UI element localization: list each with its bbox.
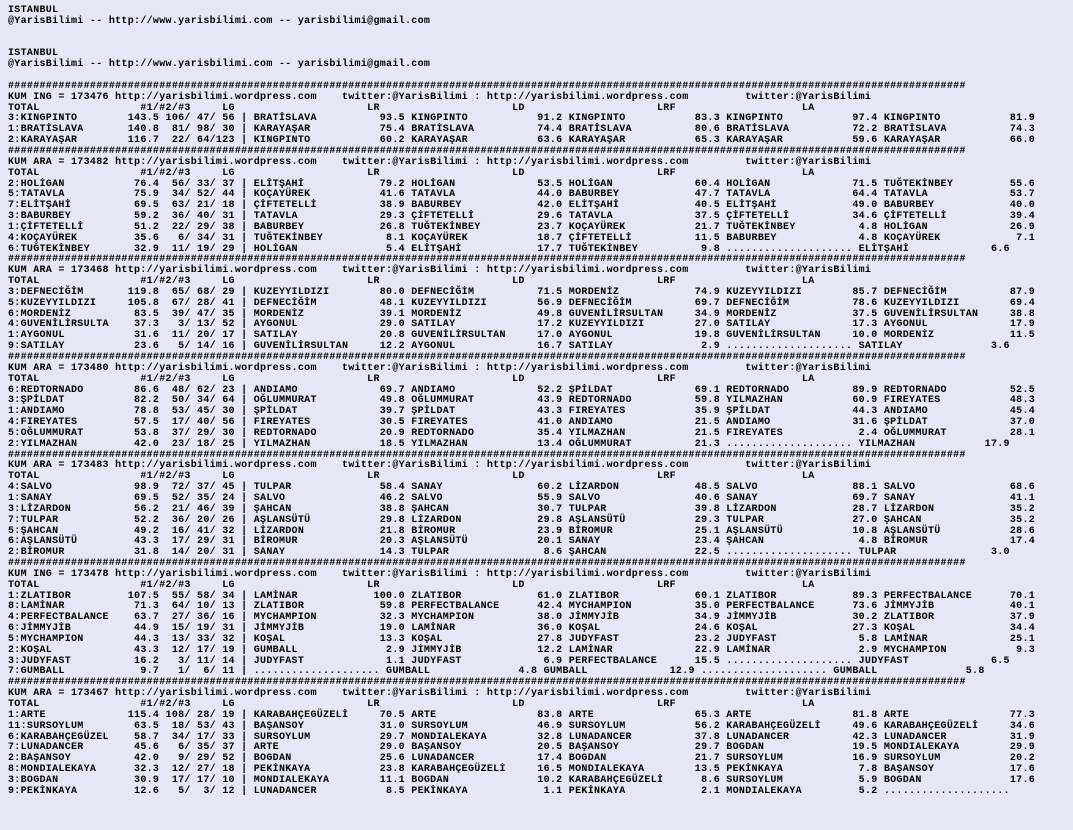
race-header-line: KUM ING = 173478 http://yarisbilimi.wordpress.com twitter:@YarisBilimi : http://yarisbilimi.wordpress.com twitter:@YarisBilimi: [8, 568, 872, 580]
race-header-line: KUM ING = 173476 http://yarisbilimi.wordpress.com twitter:@YarisBilimi : http://yarisbilimi.wordpress.com twitter:@YarisBilimi: [8, 91, 872, 103]
column-header-line: TOTAL #1/#2/#3 LG LR LD LRF LA: [8, 471, 815, 483]
horse-row: 5:MYCHAMPION 44.3 13/ 33/ 32 | KOŞAL 13.3 KOŞAL 27.8 JUDYFAST 23.2 JUDYFAST 5.8 LAMİNAR 25.1: [8, 633, 1036, 645]
horse-row: 3:LİZARDON 56.2 21/ 46/ 39 | ŞAHCAN 38.8 ŞAHCAN 30.7 TULPAR 39.8 LİZARDON 28.7 LİZARDON 35.2: [8, 503, 1036, 515]
blank-line: [8, 28, 1073, 39]
separator-line: ########################################################################################################################################################: [8, 558, 966, 570]
horse-row: 8:LAMİNAR 71.3 64/ 10/ 13 | ZLATIBOR 59.8 PERFECTBALANCE 42.4 MYCHAMPION 35.0 PERFECTBALANCE 73.6 JİMMYJİB 40.1: [8, 601, 1036, 613]
horse-row: 1:ARTE 115.4 108/ 28/ 19 | KARABAHÇEGÜZELİ 70.5 ARTE 83.8 ARTE 65.3 ARTE 81.8 ARTE 77.3: [8, 709, 1036, 721]
race-header-line: KUM ARA = 173467 http://yarisbilimi.wordpress.com twitter:@YarisBilimi : http://yarisbilimi.wordpress.com twitter:@YarisBilimi: [8, 688, 872, 700]
horse-row: 9:PEKİNKAYA 12.6 5/ 3/ 12 | LUNADANCER 8.5 PEKİNKAYA 1.1 PEKİNKAYA 2.1 MONDIALEKAYA 5.2 ....................: [8, 785, 1010, 797]
horse-row: 6:TUĞTEKİNBEY 32.9 11/ 19/ 29 | HOLİGAN 5.4 ELİTŞAHİ 17.7 TUĞTEKİNBEY 9.8 .................... ELİTŞAHİ 6.6: [8, 243, 1010, 255]
horse-row: 2:KARAYAŞAR 116.7 22/ 64/123 | KINGPINTO 60.2 KARAYAŞAR 63.6 KARAYAŞAR 65.3 KARAYAŞAR 59.6 KARAYAŞAR 66.0: [8, 135, 1036, 147]
column-header-line: TOTAL #1/#2/#3 LG LR LD LRF LA: [8, 167, 815, 179]
horse-row: 2:BİROMUR 31.8 14/ 20/ 31 | SANAY 14.3 TULPAR 8.6 ŞAHCAN 22.5 .................... TULPAR 3.0: [8, 547, 1010, 559]
separator-line: ########################################################################################################################################################: [8, 677, 966, 689]
race-header-line: KUM ARA = 173482 http://yarisbilimi.wordpress.com twitter:@YarisBilimi : http://yarisbilimi.wordpress.com twitter:@YarisBilimi: [8, 156, 872, 168]
column-header-line: TOTAL #1/#2/#3 LG LR LD LRF LA: [8, 276, 815, 288]
separator-line: ########################################################################################################################################################: [8, 254, 966, 266]
horse-row: 7:TULPAR 52.2 36/ 20/ 26 | AŞLANSÜTÜ 29.8 LİZARDON 29.8 AŞLANSÜTÜ 29.3 TULPAR 27.0 ŞAHCAN 35.2: [8, 514, 1036, 526]
blank-line: [8, 39, 1073, 50]
horse-row: 6:REDTORNADO 86.6 48/ 62/ 23 | ANDIAMO 69.7 ANDIAMO 52.2 ŞPİLDAT 69.1 REDTORNADO 89.9 REDTORNADO 52.5: [8, 384, 1036, 396]
horse-row: 5:OĞLUMMURAT 53.8 37/ 29/ 30 | REDTORNADO 20.9 REDTORNADO 35.4 YILMAZHAN 21.5 FIREYATES 2.4 OĞLUMMURAT 28.1: [8, 427, 1036, 439]
horse-row: 6:AŞLANSÜTÜ 43.3 17/ 29/ 31 | BİROMUR 20.3 AŞLANSÜTÜ 20.1 SANAY 23.4 ŞAHCAN 4.8 BİROMUR 17.4: [8, 536, 1036, 548]
horse-row: 4:PERFECTBALANCE 63.7 27/ 36/ 16 | MYCHAMPION 32.3 MYCHAMPION 38.0 JİMMYJİB 34.9 JİMMYJİB 30.2 ZLATIBOR 37.9: [8, 612, 1036, 624]
text-line: @YarisBilimi -- http://www.yarisbilimi.com -- yarisbilimi@gmail.com: [8, 15, 431, 27]
horse-row: 9:SATILAY 23.6 5/ 14/ 16 | GUVENİLİRSULTAN 12.2 AYGONUL 16.7 SATILAY 2.9 .................... SATILAY 3.6: [8, 341, 1010, 353]
horse-row: 1:BRATİSLAVA 140.8 81/ 98/ 30 | KARAYAŞAR 75.4 BRATİSLAVA 74.4 BRATİSLAVA 80.6 BRATİSLAVA 72.2 BRATİSLAVA 74.3: [8, 124, 1036, 136]
horse-row: 2:BAŞANSOY 42.0 9/ 29/ 52 | BOGDAN 25.6 LUNADANCER 17.4 BOGDAN 21.7 SURSOYLUM 16.9 SURSOYLUM 20.2: [8, 753, 1036, 765]
column-header-line: TOTAL #1/#2/#3 LG LR LD LRF LA: [8, 102, 815, 114]
horse-row: 6:MORDENİZ 83.5 39/ 47/ 35 | MORDENİZ 39.1 MORDENİZ 49.8 GUVENİLİRSULTAN 34.9 MORDENİZ 37.5 GUVENİLİRSULTAN 38.8: [8, 308, 1036, 320]
horse-row: 1:AYGONUL 31.6 11/ 20/ 17 | SATILAY 20.8 GUVENİLİRSULTAN 17.0 AYGONUL 19.8 GUVENİLİRSULTAN 10.0 MORDENİZ 11.5: [8, 330, 1036, 342]
column-header-line: TOTAL #1/#2/#3 LG LR LD LRF LA: [8, 699, 815, 710]
horse-row: 2:YILMAZHAN 42.0 23/ 18/ 25 | YILMAZHAN 18.5 YILMAZHAN 13.4 OĞLUMMURAT 21.3 .................... YILMAZHAN 17.9: [8, 438, 1010, 450]
horse-row: 4:KOÇAYÜREK 35.6 6/ 34/ 31 | TUĞTEKİNBEY 8.1 KOÇAYÜREK 18.7 ÇİFTETELLİ 11.5 BABURBEY 4.8 KOÇAYÜREK 7.1: [8, 232, 1036, 244]
horse-row: 1:ÇİFTETELLİ 51.2 22/ 29/ 38 | BABURBEY 26.8 TUĞTEKİNBEY 23.7 KOÇAYÜREK 21.7 TUĞTEKİNBEY 4.8 HOLİGAN 26.9: [8, 221, 1036, 233]
text-line: ISTANBUL: [8, 48, 59, 60]
separator-line: ########################################################################################################################################################: [8, 80, 966, 92]
horse-row: 7:LUNADANCER 45.6 6/ 35/ 37 | ARTE 29.0 BAŞANSOY 20.5 BAŞANSOY 29.7 BOGDAN 19.5 MONDIALEKAYA 29.9: [8, 742, 1036, 754]
horse-row: 2:HOLİGAN 76.4 56/ 33/ 37 | ELİTŞAHİ 79.2 HOLİGAN 53.5 HOLİGAN 60.4 HOLİGAN 71.5 TUĞTEKİNBEY 55.6: [8, 178, 1036, 190]
horse-row: 5:ŞAHCAN 49.2 16/ 41/ 32 | LİZARDON 21.8 BİROMUR 23.9 BİROMUR 25.1 AŞLANSÜTÜ 10.8 AŞLANSÜTÜ 28.6: [8, 525, 1036, 537]
horse-row: 5:TATAVLA 75.9 34/ 52/ 44 | KOÇAYÜREK 41.6 TATAVLA 44.0 BABURBEY 47.7 TATAVLA 64.4 TATAVLA 53.7: [8, 189, 1036, 201]
horse-row: 1:ANDIAMO 78.8 53/ 45/ 30 | ŞPİLDAT 39.7 ŞPİLDAT 43.3 FIREYATES 35.9 ŞPİLDAT 44.3 ANDIAMO 45.4: [8, 406, 1036, 418]
race-header-line: KUM ARA = 173483 http://yarisbilimi.wordpress.com twitter:@YarisBilimi : http://yarisbilimi.wordpress.com twitter:@YarisBilimi: [8, 460, 872, 472]
horse-row: 3:BOGDAN 30.9 17/ 17/ 10 | MONDIALEKAYA 11.1 BOGDAN 10.2 KARABAHÇEGÜZELİ 8.6 SURSOYLUM 5.9 BOGDAN 17.6: [8, 774, 1036, 786]
horse-row: 1:SANAY 69.5 52/ 35/ 24 | SALVO 46.2 SALVO 55.9 SALVO 40.6 SANAY 69.7 SANAY 41.1: [8, 492, 1036, 504]
horse-row: 11:SURSOYLUM 63.5 18/ 53/ 43 | BAŞANSOY 31.0 SURSOYLUM 46.9 SURSOYLUM 56.2 KARABAHÇEGÜZELİ 49.6 KARABAHÇEGÜZELİ 34.6: [8, 720, 1036, 732]
horse-row: 1:ZLATIBOR 107.5 55/ 58/ 34 | LAMİNAR 100.0 ZLATIBOR 61.0 ZLATIBOR 60.1 ZLATIBOR 89.3 PERFECTBALANCE 70.1: [8, 590, 1036, 602]
horse-row: 4:GUVENİLİRSULTA 37.3 3/ 13/ 52 | AYGONUL 29.0 SATILAY 17.2 KUZEYYILDIZI 27.0 SATILAY 17.3 AYGONUL 17.9: [8, 319, 1036, 331]
horse-row: 7:GUMBALL 9.7 1/ 6/ 11 | .................... GUMBALL 4.8 GUMBALL 12.9 .................... GUMBALL 5.8: [8, 666, 985, 678]
text-line: ISTANBUL: [8, 5, 59, 16]
column-header-line: TOTAL #1/#2/#3 LG LR LD LRF LA: [8, 373, 815, 385]
text-line: @YarisBilimi -- http://www.yarisbilimi.com -- yarisbilimi@gmail.com: [8, 59, 431, 71]
horse-row: 5:KUZEYYILDIZI 105.8 67/ 28/ 41 | DEFNECİĞİM 48.1 KUZEYYILDIZI 56.9 DEFNECİĞİM 69.7 DEFNECİĞİM 78.6 KUZEYYILDIZI 69.4: [8, 297, 1036, 309]
horse-row: 8:MONDIALEKAYA 32.3 12/ 27/ 18 | PEKİNKAYA 23.8 KARABAHÇEGÜZELİ 16.5 MONDIALEKAYA 13.5 PEKİNKAYA 7.8 BAŞANSOY 17.6: [8, 764, 1036, 776]
horse-row: 4:SALVO 98.9 72/ 37/ 45 | TULPAR 58.4 SANAY 60.2 LİZARDON 48.5 SALVO 88.1 SALVO 68.6: [8, 482, 1036, 494]
column-header-line: TOTAL #1/#2/#3 LG LR LD LRF LA: [8, 579, 815, 591]
horse-row: 6:JİMMYJİB 44.9 15/ 19/ 31 | JİMMYJİB 19.0 LAMİNAR 36.0 KOŞAL 24.6 KOŞAL 27.3 KOŞAL 34.4: [8, 623, 1036, 635]
horse-row: 3:KINGPINTO 143.5 106/ 47/ 56 | BRATİSLAVA 93.5 KINGPINTO 91.2 KINGPINTO 83.3 KINGPINTO 97.4 KINGPINTO 81.9: [8, 113, 1036, 125]
separator-line: ########################################################################################################################################################: [8, 449, 966, 461]
horse-row: 3:JUDYFAST 16.2 3/ 11/ 14 | JUDYFAST 1.1 JUDYFAST 6.9 PERFECTBALANCE 15.5 .................... JUDYFAST 6.5: [8, 655, 1010, 667]
horse-row: 2:KOŞAL 43.3 12/ 17/ 19 | GUMBALL 2.9 JİMMYJİB 12.2 LAMİNAR 22.9 LAMİNAR 2.9 MYCHAMPION 9.3: [8, 644, 1036, 656]
horse-row: 3:ŞPİLDAT 82.2 50/ 34/ 64 | OĞLUMMURAT 49.8 OĞLUMMURAT 43.9 REDTORNADO 59.8 YILMAZHAN 60.9 FIREYATES 48.3: [8, 395, 1036, 407]
race-header-line: KUM ARA = 173468 http://yarisbilimi.wordpress.com twitter:@YarisBilimi : http://yarisbilimi.wordpress.com twitter:@YarisBilimi: [8, 265, 872, 277]
horse-row: 4:FIREYATES 57.5 17/ 40/ 56 | FIREYATES 30.5 FIREYATES 41.0 ANDIAMO 21.5 ANDIAMO 31.6 ŞPİLDAT 37.0: [8, 417, 1036, 429]
horse-row: 3:BABURBEY 59.2 36/ 40/ 31 | TATAVLA 29.3 ÇİFTETELLİ 29.6 TATAVLA 37.5 ÇİFTETELLİ 34.6 ÇİFTETELLİ 39.4: [8, 211, 1036, 223]
horse-row: 6:KARABAHÇEGÜZEL 58.7 34/ 17/ 33 | SURSOYLUM 29.7 MONDIALEKAYA 32.8 LUNADANCER 37.8 LUNADANCER 42.3 LUNADANCER 31.9: [8, 731, 1036, 743]
separator-line: ########################################################################################################################################################: [8, 145, 966, 157]
horse-row: 7:ELİTŞAHİ 69.5 63/ 21/ 18 | ÇİFTETELLİ 38.9 BABURBEY 42.0 ELİTŞAHİ 40.5 ELİTŞAHİ 49.0 BABURBEY 40.0: [8, 200, 1036, 212]
race-header-line: KUM ARA = 173480 http://yarisbilimi.wordpress.com twitter:@YarisBilimi : http://yarisbilimi.wordpress.com twitter:@YarisBilimi: [8, 362, 872, 374]
horse-row: 3:DEFNECİĞİM 119.8 65/ 68/ 29 | KUZEYYILDIZI 80.0 DEFNECİĞİM 71.5 MORDENİZ 74.9 KUZEYYILDIZI 85.7 DEFNECİĞİM 87.9: [8, 286, 1036, 298]
separator-line: ########################################################################################################################################################: [8, 352, 966, 363]
